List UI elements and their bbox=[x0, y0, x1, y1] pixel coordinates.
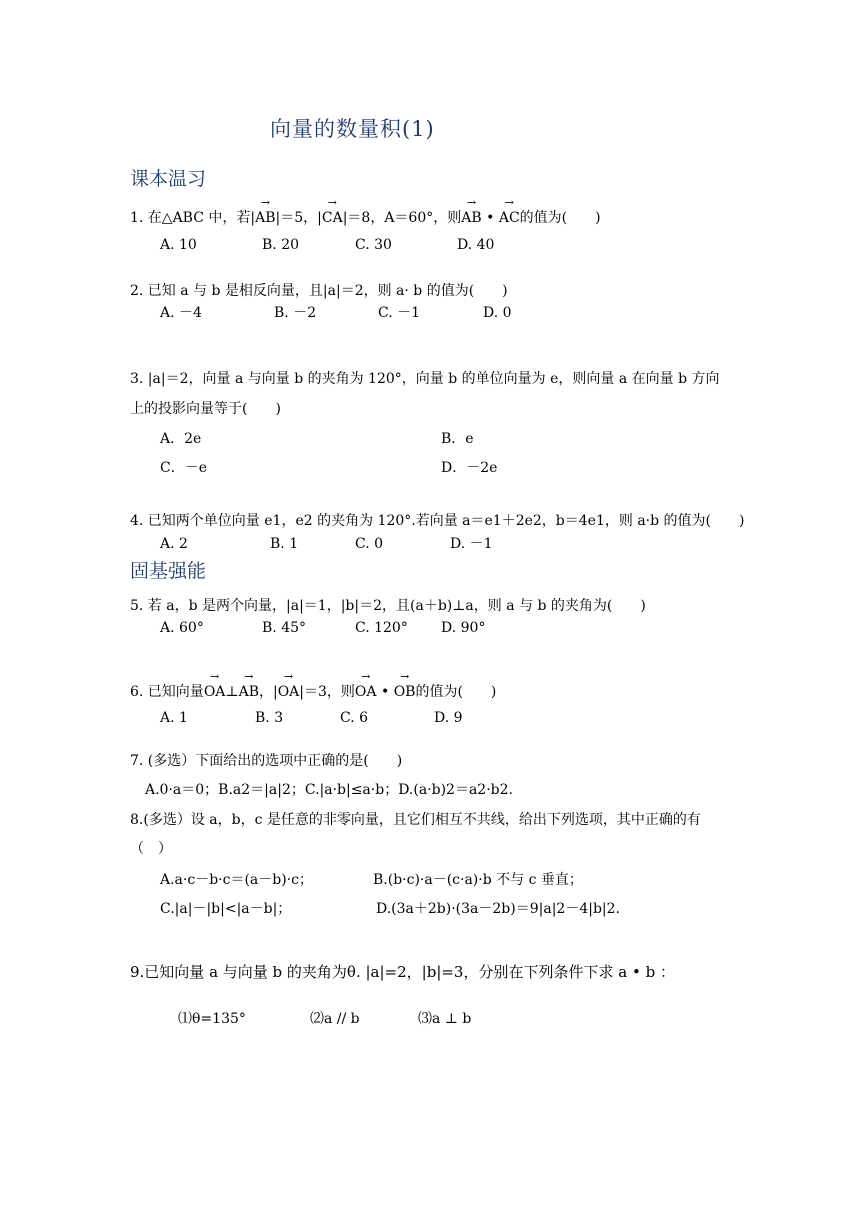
question-9: 9.已知向量 a 与向量 b 的夹角为θ. |a|=2，|b|=3，分别在下列条件下求 a • b ： bbox=[130, 963, 675, 981]
vector-ab: → AB bbox=[255, 206, 275, 227]
question-6 bbox=[130, 680, 496, 701]
q4-option-a: A. 2 bbox=[160, 536, 188, 552]
q5-option-d: D. 90° bbox=[441, 620, 486, 636]
question-5: 5. 若 a，b 是两个向量，|a|＝1，|b|＝2，且(a＋b)⊥a，则 a 与 b 的夹角为( ) bbox=[130, 598, 646, 614]
section-heading-review: 课本温习 bbox=[130, 168, 207, 190]
dot-operator: • bbox=[376, 684, 394, 700]
question-3-line1: 3. |a|＝2，向量 a 与向量 b 的夹角为 120°，向量 b 的单位向量为 e，则向量 a 在向量 b 方向 bbox=[130, 371, 720, 387]
vector-ca: → CA bbox=[322, 206, 343, 227]
q8-option-d: D.(3a＋2b)·(3a－2b)＝9|a|2－4|b|2. bbox=[376, 901, 620, 917]
q8-option-b: B.(b·c)·a－(c·a)·b 不与 c 垂直； bbox=[373, 872, 583, 888]
q1-text-mid1: |＝5，| bbox=[275, 210, 322, 226]
q9-part-1: ⑴θ=135° bbox=[178, 1011, 246, 1027]
vector-ob: → OB bbox=[394, 680, 416, 701]
question-2: 2. 已知 a 与 b 是相反向量，且|a|＝2，则 a· b 的值为( ) bbox=[130, 283, 508, 299]
q8-option-c: C.|a|－|b|<|a－b|； bbox=[160, 901, 292, 917]
q9-part-2: ⑵a // b bbox=[310, 1011, 360, 1027]
vector-ac: → AC bbox=[499, 206, 520, 227]
q1-text-mid2: |＝8，A＝60°，则 bbox=[342, 210, 462, 226]
q6-text-mid1: ，| bbox=[258, 684, 278, 700]
q1-option-c: C. 30 bbox=[355, 237, 392, 253]
q6-text-pre: 6. 已知向量 bbox=[130, 684, 204, 700]
q2-option-d: D. 0 bbox=[483, 305, 512, 321]
q5-option-a: A. 60° bbox=[160, 620, 204, 636]
q4-option-c: C. 0 bbox=[355, 536, 384, 552]
vector-ab: → AB bbox=[239, 680, 259, 701]
q1-option-b: B. 20 bbox=[262, 237, 300, 253]
q1-option-a: A. 10 bbox=[160, 237, 197, 253]
question-1 bbox=[130, 206, 601, 227]
q6-option-b: B. 3 bbox=[255, 710, 284, 726]
q1-text-post: 的值为( ) bbox=[519, 210, 601, 226]
q8-option-a: A.a·c－b·c＝(a－b)·c； bbox=[160, 872, 313, 888]
q5-option-b: B. 45° bbox=[262, 620, 307, 636]
question-4: 4. 已知两个单位向量 e1，e2 的夹角为 120°.若向量 a＝e1＋2e2，b＝4e1，则 a·b 的值为( ) bbox=[130, 513, 745, 529]
q3-option-b: B．e bbox=[441, 431, 474, 447]
q6-option-d: D. 9 bbox=[434, 710, 463, 726]
question-7: 7. (多选）下面给出的选项中正确的是( ) bbox=[130, 753, 403, 769]
question-3-line2: 上的投影向量等于( ) bbox=[130, 401, 281, 417]
q2-option-b: B. －2 bbox=[274, 305, 317, 321]
q3-option-c: C．－e bbox=[160, 460, 207, 476]
q5-option-c: C. 120° bbox=[355, 620, 408, 636]
question-8-line1: 8.(多选）设 a，b，c 是任意的非零向量，且它们相互不共线，给出下列选项，其中正确的有 bbox=[130, 812, 701, 828]
q6-option-c: C. 6 bbox=[340, 710, 369, 726]
q6-text-post: 的值为( ) bbox=[415, 684, 497, 700]
q4-option-d: D. －1 bbox=[450, 536, 493, 552]
vector-oa: → OA bbox=[204, 680, 226, 701]
q1-text-pre: 1. 在△ABC 中，若| bbox=[130, 210, 256, 226]
vector-ab: → AB bbox=[461, 206, 481, 227]
q4-option-b: B. 1 bbox=[270, 536, 299, 552]
q9-part-3: ⑶a ⊥ b bbox=[418, 1011, 472, 1027]
q3-option-d: D．－2e bbox=[441, 460, 498, 476]
vector-oa: → OA bbox=[278, 680, 300, 701]
q6-text-mid2: |＝3，则 bbox=[299, 684, 355, 700]
dot-operator: • bbox=[481, 210, 499, 226]
section-heading-basic: 固基强能 bbox=[130, 560, 207, 582]
q7-options: A.0·a＝0；B.a2＝|a|2；C.|a·b|≤a·b；D.(a·b)2＝a2·b2. bbox=[145, 782, 513, 798]
q6-option-a: A. 1 bbox=[160, 710, 188, 726]
question-8-line2: （ ） bbox=[130, 841, 172, 857]
vector-oa: → OA bbox=[355, 680, 377, 701]
q2-option-c: C. －1 bbox=[378, 305, 421, 321]
page-title: 向量的数量积(1) bbox=[270, 117, 435, 141]
q3-option-a: A．2e bbox=[160, 431, 202, 447]
perpendicular-symbol: ⊥ bbox=[225, 684, 239, 700]
q2-option-a: A. －4 bbox=[160, 305, 202, 321]
q1-option-d: D. 40 bbox=[457, 237, 495, 253]
